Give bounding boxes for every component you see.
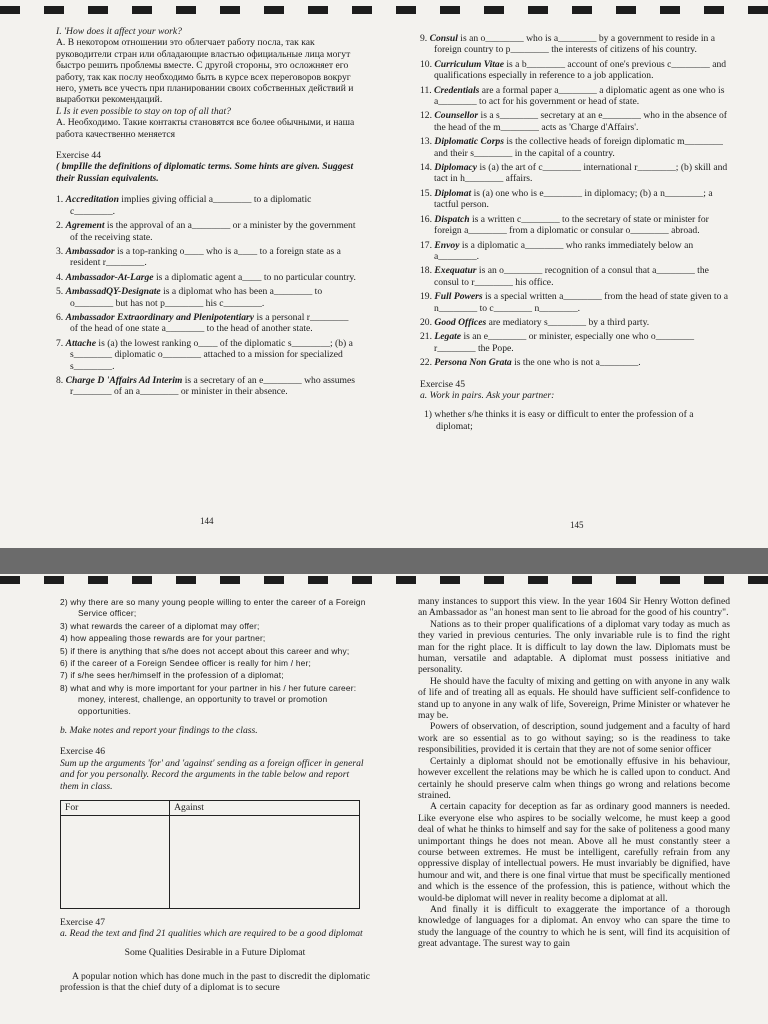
- text-paragraph: He should have the faculty of mixing and getting on with anyone in any walk of life and of treating all as equals. He should have sufficient self-confidence to stand up to anyone in any walk of life, Sovereign, Prime Minister or whatever he may be.: [418, 675, 730, 722]
- item-number: 7.: [56, 337, 64, 349]
- definition-item: [420, 110, 730, 133]
- answer-2: A. Необходимо. Такие контакты становятся все более обычными, и наша работа качественно меняется: [56, 117, 355, 140]
- item-term: Attache: [65, 337, 96, 349]
- list-item: 6) if the career of a Foreign Sendee officer is really for him / her;: [60, 658, 312, 669]
- item-number: 22.: [420, 357, 432, 369]
- item-definition: is a diplomat who has been a________ to o________ but has not p________ his c________.: [70, 286, 323, 309]
- exercise-45-title: Exercise 45: [420, 378, 466, 390]
- item-definition: is an e________ or minister, especially one who o________ r________ the Pope.: [434, 331, 695, 354]
- item-term: Good Offices: [434, 316, 487, 328]
- text-paragraph: And finally it is difficult to exaggerate the importance of a thorough knowledge of languages for a diplomat. An envoy who can spare the time to study the language of the country to which he is sent, will find its acquisition of great advantage. The surest way to gain: [418, 903, 730, 950]
- item-term: Credentials: [434, 84, 480, 96]
- item-number: 15.: [420, 187, 432, 199]
- definition-item: [420, 291, 730, 314]
- for-against-table: [60, 800, 360, 908]
- definition-item: [56, 375, 356, 398]
- item-term: Diplomat: [434, 187, 472, 199]
- item-definition: is a special written a________ from the head of state given to a n________ to c________ n________.: [434, 291, 729, 314]
- text-paragraph: Powers of observation, of description, sound judgement and a faculty of hard work are so essential as to go without saying; so is the readiness to take responsibilities, provided it is certain that they are not of some senior officer: [418, 721, 730, 756]
- definition-item: [56, 220, 356, 243]
- table-header-for: For: [61, 801, 170, 815]
- page-spread-bottom: [0, 574, 768, 1024]
- item-number: 5.: [56, 286, 64, 298]
- text-title: Some Qualities Desirable in a Future Diplomat: [124, 947, 306, 959]
- item-definition: is (a) the art of c________ international r________; (b) skill and tact in h________ affairs.: [434, 162, 728, 185]
- item-number: 14.: [420, 162, 432, 174]
- list-item: 4) how appealing those rewards are for your partner;: [60, 633, 266, 644]
- definition-item: [420, 188, 730, 211]
- item-definition: is a diplomatic a________ who ranks immediately below an a________.: [434, 239, 694, 262]
- exercise-44-title: Exercise 44: [56, 150, 102, 162]
- list-item: 5) if there is anything that s/he does not accept about this career and why;: [60, 645, 350, 656]
- list-item: 7) if s/he sees her/himself in the profession of a diplomat;: [60, 670, 284, 681]
- definition-item: [56, 194, 356, 217]
- table-cell-against[interactable]: [170, 815, 360, 908]
- exercise-47-instruction: a. Read the text and find 21 qualities which are required to be a good diplomat: [60, 927, 363, 939]
- exercise-44-list-continued: [420, 33, 730, 369]
- item-definition: is a written c________ to the secretary of state or minister for foreign a________ from a diplomatic or consular o________ abroad.: [434, 213, 709, 237]
- item-term: Diplomacy: [434, 162, 478, 174]
- definition-item: [56, 286, 356, 309]
- table-header-against: Against: [170, 801, 360, 815]
- item-number: 21.: [420, 331, 432, 343]
- page-145-column: [420, 30, 730, 432]
- definition-item: [420, 214, 730, 237]
- exercise-46-instruction: Sum up the arguments 'for' and 'against' sending as a foreign officer in general and for you personally. Record the arguments in the table below and report them in class.: [60, 757, 364, 792]
- item-term: AmbassadQY-Designate: [65, 286, 161, 298]
- item-term: Full Powers: [434, 291, 483, 303]
- item-number: 11.: [420, 84, 432, 96]
- exercise-45-instruction: a. Work in pairs. Ask your partner:: [420, 389, 555, 401]
- item-number: 3.: [56, 245, 64, 257]
- item-term: Dispatch: [434, 213, 470, 225]
- item-term: Diplomatic Corps: [434, 136, 504, 148]
- item-definition: are mediatory s________ by a third party.: [486, 316, 650, 328]
- text-opening: A popular notion which has done much in the past to discredit the diplomatic profession is that the chief duty of a diplomat is to secure: [60, 970, 370, 994]
- item-definition: is the one who is not a________.: [511, 357, 641, 369]
- page-147-column: [418, 596, 730, 950]
- item-definition: is an o________ recognition of a consul that a________ the consul to r________ his office.: [434, 265, 709, 288]
- item-definition: is a diplomatic agent a____ to no particular country.: [153, 271, 356, 283]
- text-paragraph: many instances to support this view. In the year 1604 Sir Henry Wotton defined an Ambassador as "an honest man sent to lie abroad for the good of his country".: [418, 596, 730, 619]
- item-number: 13.: [420, 136, 432, 148]
- page-144-column: [56, 26, 356, 401]
- definition-item: [56, 338, 356, 372]
- definition-item: [420, 136, 730, 159]
- item-number: 4.: [56, 271, 64, 283]
- definition-item: [420, 162, 730, 185]
- definition-item: [420, 240, 730, 263]
- exercise-45-question-list: [60, 597, 370, 717]
- top-border-marks: [0, 6, 768, 14]
- item-term: Accreditation: [65, 194, 119, 206]
- definition-item: [56, 246, 356, 269]
- item-number: 2.: [56, 220, 64, 232]
- item-term: Ambassador Extraordinary and Plenipotentiary: [65, 311, 255, 323]
- item-term: Ambassador-At-Large: [65, 271, 154, 283]
- item-definition: implies giving official a________ to a diplomatic c________.: [70, 194, 312, 217]
- item-number: 10.: [420, 58, 432, 70]
- item-number: 18.: [420, 265, 432, 277]
- item-definition: is (a) the lowest ranking o____ of the diplomatic s________; (b) a s________ diplomatic o________ attached to a mission for specialized s________.: [70, 337, 353, 372]
- bottom-border-marks: [0, 576, 768, 584]
- item-number: 19.: [420, 291, 432, 303]
- item-term: Exequatur: [434, 265, 477, 277]
- page-number-left: 144: [200, 516, 214, 526]
- item-definition: is a s________ secretary at an e________ who in the absence of the head of the m________ acts as 'Charge d'Affairs'.: [434, 110, 727, 133]
- definition-item: [420, 85, 730, 108]
- definition-item: [420, 317, 730, 328]
- page-number-right: 145: [570, 520, 584, 530]
- item-term: Persona Non Grata: [434, 357, 512, 369]
- item-term: Charge D 'Affairs Ad Interim: [65, 374, 183, 386]
- definition-item: [56, 272, 356, 283]
- table-cell-for[interactable]: [61, 815, 170, 908]
- text-paragraph: Nations as to their proper qualifications of a diplomat vary today as much as they varied in previous centuries. The only invariable rule is to find the right man for the right place. It is difficult to lay down the law. Diplomats must be human, versatile and adaptable. A diplomat must possess initiative and personality.: [418, 618, 730, 676]
- list-item: 8) what and why is more important for your partner in his / her future career: money, interest, challenge, an opportunity to travel or promotion opportunities.: [60, 682, 357, 716]
- definition-item: [420, 265, 730, 288]
- item-definition: is the collective heads of foreign diplomatic m________ and their s________ in the capital of a country.: [434, 136, 723, 159]
- definition-item: [420, 59, 730, 82]
- question-2: L Is it even possible to stay on top of all that?: [56, 105, 231, 117]
- item-number: 17.: [420, 239, 432, 251]
- item-definition: is a secretary of an e________ who assumes r________ of an a________ or minister in their absence.: [70, 374, 356, 398]
- question-1: I. 'How does it affect your work?: [56, 26, 182, 37]
- text-paragraph: Certainly a diplomat should not be emotionally effusive in his behaviour, however excellent the relations may be which he is called upon to conduct. And certainly he should preserve calm when things go wrong and relations become strained.: [418, 755, 730, 801]
- item-term: Agrement: [65, 220, 105, 232]
- text-body: [418, 596, 730, 950]
- item-term: Consul: [429, 33, 458, 44]
- item-definition: is the approval of an a________ or a minister by the government of the receiving state.: [70, 220, 356, 243]
- item-number: 6.: [56, 311, 64, 323]
- exercise-44-list: [56, 194, 356, 398]
- exercise-45-part-b: b. Make notes and report your findings to the class.: [60, 725, 258, 737]
- item-term: Curriculum Vitae: [434, 58, 504, 70]
- item-number: 1.: [56, 194, 64, 206]
- item-term: Legate: [434, 331, 462, 343]
- exercise-44-instruction: ( bmpIlle the definitions of diplomatic terms. Some hints are given. Suggest their Russian equivalents.: [56, 161, 354, 184]
- item-number: 8.: [56, 374, 64, 386]
- item-definition: is an o________ who is a________ by a government to reside in a foreign country to p________ the interests of citizens of his country.: [434, 33, 716, 56]
- item-definition: is a b________ account of one's previous c________ and qualifications especially in reference to a job application.: [434, 58, 727, 82]
- item-term: Ambassador: [65, 245, 115, 257]
- exercise-47-title: Exercise 47: [60, 916, 106, 928]
- item-number: 20.: [420, 316, 432, 328]
- item-number: 9.: [420, 33, 428, 44]
- answer-1: A. В некотором отношении это облегчает работу посла, так как руководители стран или обладающие властью официальные лица могут быстро решить проблемы вместе. С другой стороны, это осложняет его работу, так как послу необходимо быть в курсе всех переговоров вокруг него, уметь все учесть при планировании своих собственных действий и выработки рекомендаций.: [56, 37, 354, 106]
- item-definition: is (a) one who is e________ in diplomacy; (b) a n________; a tactful person.: [434, 187, 713, 211]
- definition-item: [420, 331, 730, 354]
- definition-item: [420, 33, 730, 56]
- item-definition: is a personal r________ of the head of one state a________ to the head of another state.: [70, 311, 349, 335]
- item-definition: is a top-ranking o____ who is a____ to a foreign state as a resident r________.: [70, 245, 341, 269]
- item-number: 16.: [420, 213, 432, 225]
- page-146-column: [60, 596, 370, 994]
- exercise-45-question-1: 1) whether s/he thinks it is easy or difficult to enter the profession of a diplomat;: [424, 409, 694, 432]
- definition-item: [420, 357, 730, 368]
- exercise-46-title: Exercise 46: [60, 746, 106, 758]
- definition-item: [56, 312, 356, 335]
- list-item: 3) what rewards the career of a diplomat may offer;: [60, 620, 260, 631]
- text-paragraph: A certain capacity for deception as far as ordinary good manners is needed. Like everyone else who aspires to be socially welcome, he must keep a good deal of what he thinks to himself and say for the sake of politeness a good many unimportant things he does not mean. Above all he must constantly steer a course between extremes. He must be intelligent, carefully refrain from any oppressive display of intellectual powers. He must invariably be dignified, have humour and wit, and there is one final virtue that must be specifically mentioned and which is the essence of the profession, this is patience, without which the would-be diplomat will never in reality become a diplomat at all.: [418, 801, 730, 904]
- item-term: Envoy: [434, 239, 460, 251]
- item-term: Counsellor: [434, 110, 479, 122]
- item-number: 12.: [420, 110, 432, 122]
- list-item: 2) why there are so many young people willing to enter the career of a Foreign Service officer;: [60, 597, 366, 619]
- item-definition: are a formal paper a________ a diplomatic agent as one who is a________ to act for his government or head of state.: [434, 84, 725, 108]
